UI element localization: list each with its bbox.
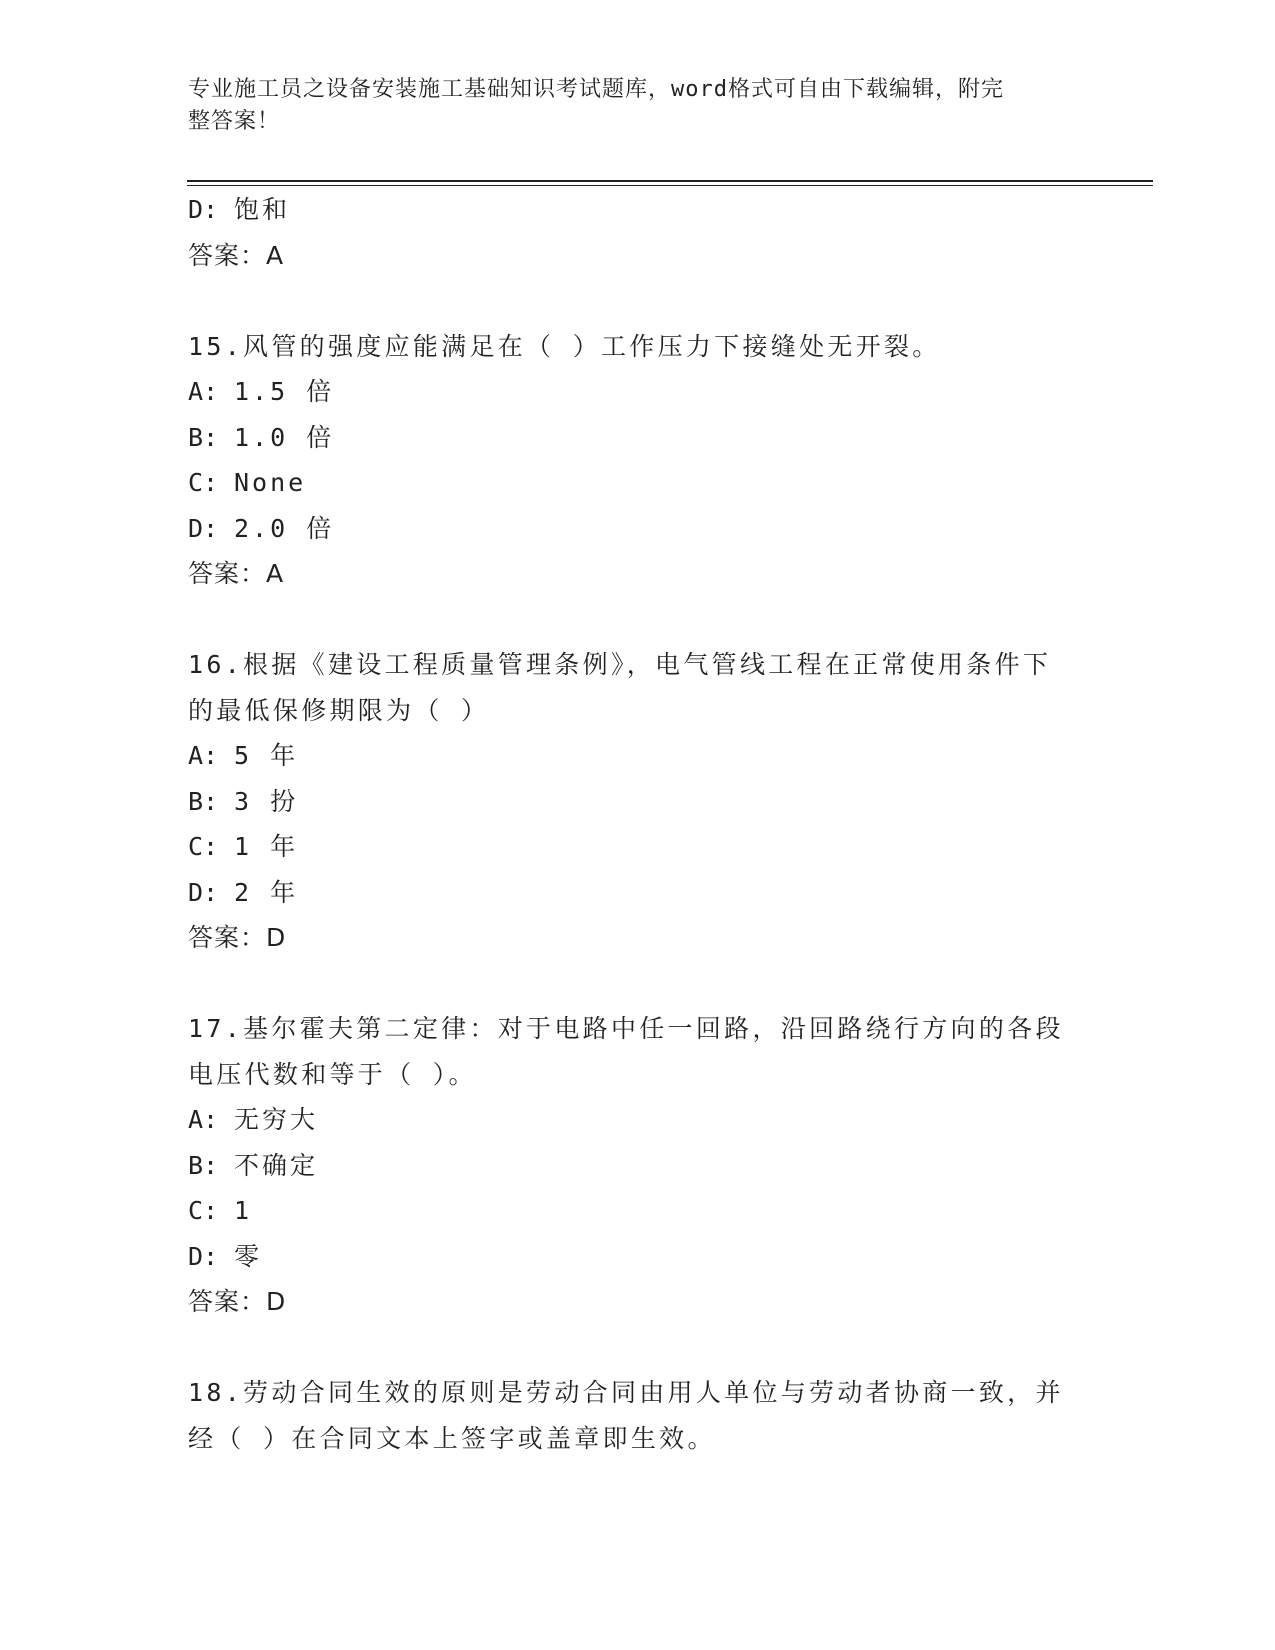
option-text: 2 年 (234, 877, 299, 907)
document-header (188, 74, 1078, 138)
document-body (188, 187, 1088, 1461)
option-text: None (234, 468, 307, 497)
answer: 答案：D (188, 1287, 287, 1316)
question-15 (188, 324, 1088, 597)
carryover-option-d (188, 187, 1088, 233)
option-label: A: (188, 1105, 219, 1134)
option-text: 零 (234, 1241, 263, 1271)
question-text: 16.根据《建设工程质量管理条例》，电气管线工程在正常使用条件下 (188, 650, 1052, 679)
option-label: C: (188, 832, 219, 861)
option-label: D: (188, 513, 219, 543)
header-divider-thick (187, 180, 1153, 182)
option-label: B: (188, 422, 219, 452)
option-label: A: (188, 741, 219, 770)
option-label: C: (188, 1196, 219, 1225)
question-text: 15.风管的强度应能满足在（ ）工作压力下接缝处无开裂。 (188, 331, 941, 361)
option-text: 无穷大 (234, 1105, 319, 1134)
carryover-answer: 答案：A (188, 240, 285, 270)
question-18 (188, 1370, 1088, 1461)
option-b (188, 415, 1088, 461)
option-label: C: (188, 468, 219, 497)
option-d (188, 1234, 1088, 1280)
question-text-continued: 的最低保修期限为（ ） (188, 695, 490, 725)
question-16 (188, 642, 1088, 961)
option-c (188, 1188, 1088, 1234)
option-text: 5 年 (234, 741, 299, 770)
option-text: 1.5 倍 (234, 377, 335, 406)
option-c (188, 460, 1088, 506)
option-label: B: (188, 1150, 219, 1180)
option-label: D: (188, 877, 219, 907)
option-label: A: (188, 377, 219, 406)
question-text-continued: 电压代数和等于（ ）。 (188, 1059, 477, 1089)
option-text: 不确定 (234, 1150, 319, 1180)
option-a (188, 1097, 1088, 1143)
answer: 答案：D (188, 923, 287, 952)
option-text: 2.0 倍 (234, 513, 335, 543)
spacer (188, 961, 1088, 1007)
question-text-continued: 经（ ）在合同文本上签字或盖章即生效。 (188, 1423, 716, 1453)
option-b (188, 779, 1088, 825)
question-17 (188, 1006, 1088, 1325)
option-label: B: (188, 786, 219, 816)
option-b (188, 1143, 1088, 1189)
spacer (188, 278, 1088, 324)
header-divider-thin (187, 185, 1153, 186)
option-d (188, 870, 1088, 916)
option-d (188, 506, 1088, 552)
option-text: 1 年 (234, 832, 299, 861)
option-a (188, 733, 1088, 779)
option-label: D: (188, 195, 219, 224)
option-label: D: (188, 1241, 219, 1271)
option-a (188, 369, 1088, 415)
option-text: 1 (234, 1196, 253, 1225)
option-c (188, 824, 1088, 870)
question-text: 17.基尔霍夫第二定律：对于电路中任一回路，沿回路绕行方向的各段 (188, 1014, 1064, 1043)
option-text: 3 扮 (234, 786, 299, 816)
header-text-line-2: 整答案！ (188, 109, 281, 134)
option-text: 1.0 倍 (234, 422, 335, 452)
question-text: 18.劳动合同生效的原则是劳动合同由用人单位与劳动者协商一致，并 (188, 1378, 1064, 1407)
spacer (188, 597, 1088, 643)
answer: 答案：A (188, 559, 285, 588)
option-text: 饱和 (234, 195, 291, 224)
header-text-line-1: 专业施工员之设备安装施工基础知识考试题库，word格式可自由下载编辑，附完 (188, 77, 1004, 102)
spacer (188, 1325, 1088, 1371)
